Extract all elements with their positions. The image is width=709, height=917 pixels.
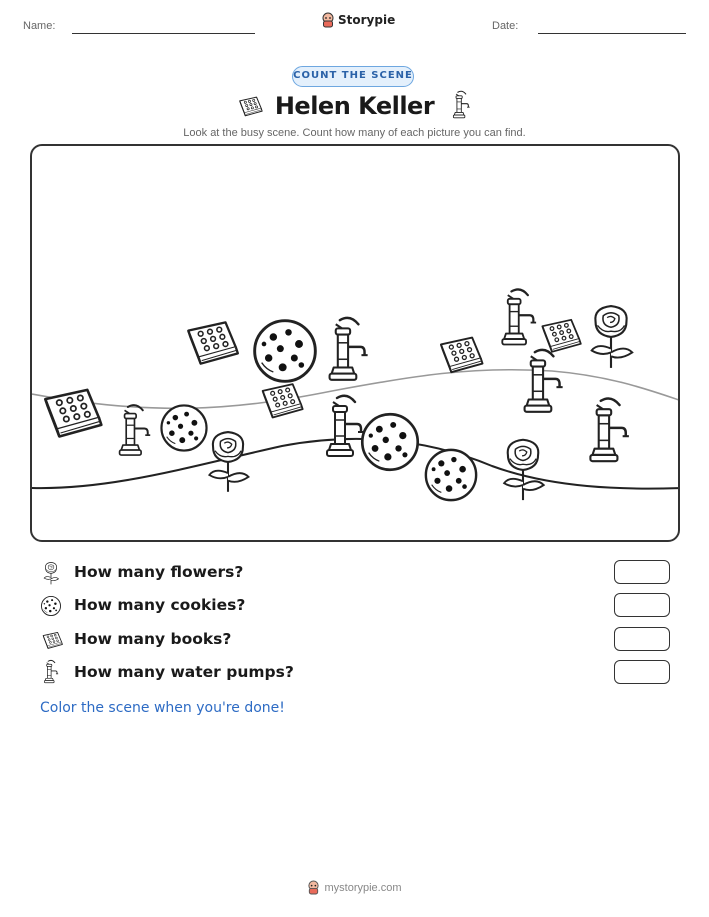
- water-pump-icon: [120, 405, 151, 455]
- water-pump-icon: [327, 396, 364, 456]
- footer: [0, 880, 709, 895]
- scene-drawing: [32, 146, 680, 542]
- color-instruction: Color the scene when you're done!: [40, 700, 285, 716]
- question-text: How many cookies?: [74, 596, 246, 614]
- page-title: Helen Keller: [274, 92, 435, 120]
- question-row-books: [40, 627, 670, 653]
- date-label: Date:: [492, 20, 519, 32]
- name-line[interactable]: [72, 33, 255, 34]
- answer-box-water-pumps[interactable]: [614, 660, 670, 684]
- answer-box-cookies[interactable]: [614, 593, 670, 617]
- rose-icon: [504, 440, 544, 500]
- busy-scene: [30, 144, 680, 542]
- cookie-icon: [362, 414, 417, 469]
- book-icon: [45, 390, 101, 437]
- answer-box-books[interactable]: [614, 627, 670, 651]
- water-pump-icon: [330, 318, 368, 380]
- brand-logo: [321, 12, 395, 28]
- rose-icon: [40, 561, 62, 585]
- date-line[interactable]: [538, 33, 686, 34]
- book-icon: [40, 629, 64, 651]
- footer-url[interactable]: mystorypie.com: [324, 881, 402, 894]
- book-icon: [263, 384, 303, 417]
- cookie-icon: [40, 595, 62, 617]
- water-pump-icon: [40, 659, 60, 685]
- name-label: Name:: [23, 20, 56, 32]
- book-icon: [542, 320, 580, 352]
- question-text: How many books?: [74, 630, 232, 648]
- question-text: How many water pumps?: [74, 663, 294, 681]
- answer-box-flowers[interactable]: [614, 560, 670, 584]
- cookie-icon: [161, 405, 206, 450]
- water-pump-icon: [590, 399, 628, 462]
- instructions: Look at the busy scene. Count how many of each picture you can find.: [183, 127, 526, 139]
- question-text: How many flowers?: [74, 563, 244, 581]
- water-pump-icon: [449, 89, 471, 121]
- water-pump-icon: [502, 289, 536, 344]
- rose-icon: [592, 306, 633, 368]
- question-row-cookies: [40, 593, 670, 619]
- book-icon: [188, 322, 238, 363]
- question-row-flowers: [40, 560, 670, 586]
- question-row-water-pumps: [40, 660, 670, 686]
- water-pump-icon: [525, 350, 563, 412]
- cookie-icon: [255, 321, 316, 382]
- storypie-mascot-icon: [321, 12, 335, 28]
- cookie-icon: [426, 450, 476, 500]
- storypie-mascot-icon: [307, 880, 320, 895]
- book-icon: [441, 338, 483, 373]
- brand-name: Storypie: [338, 13, 396, 27]
- activity-badge: COUNT THE SCENE: [292, 66, 414, 87]
